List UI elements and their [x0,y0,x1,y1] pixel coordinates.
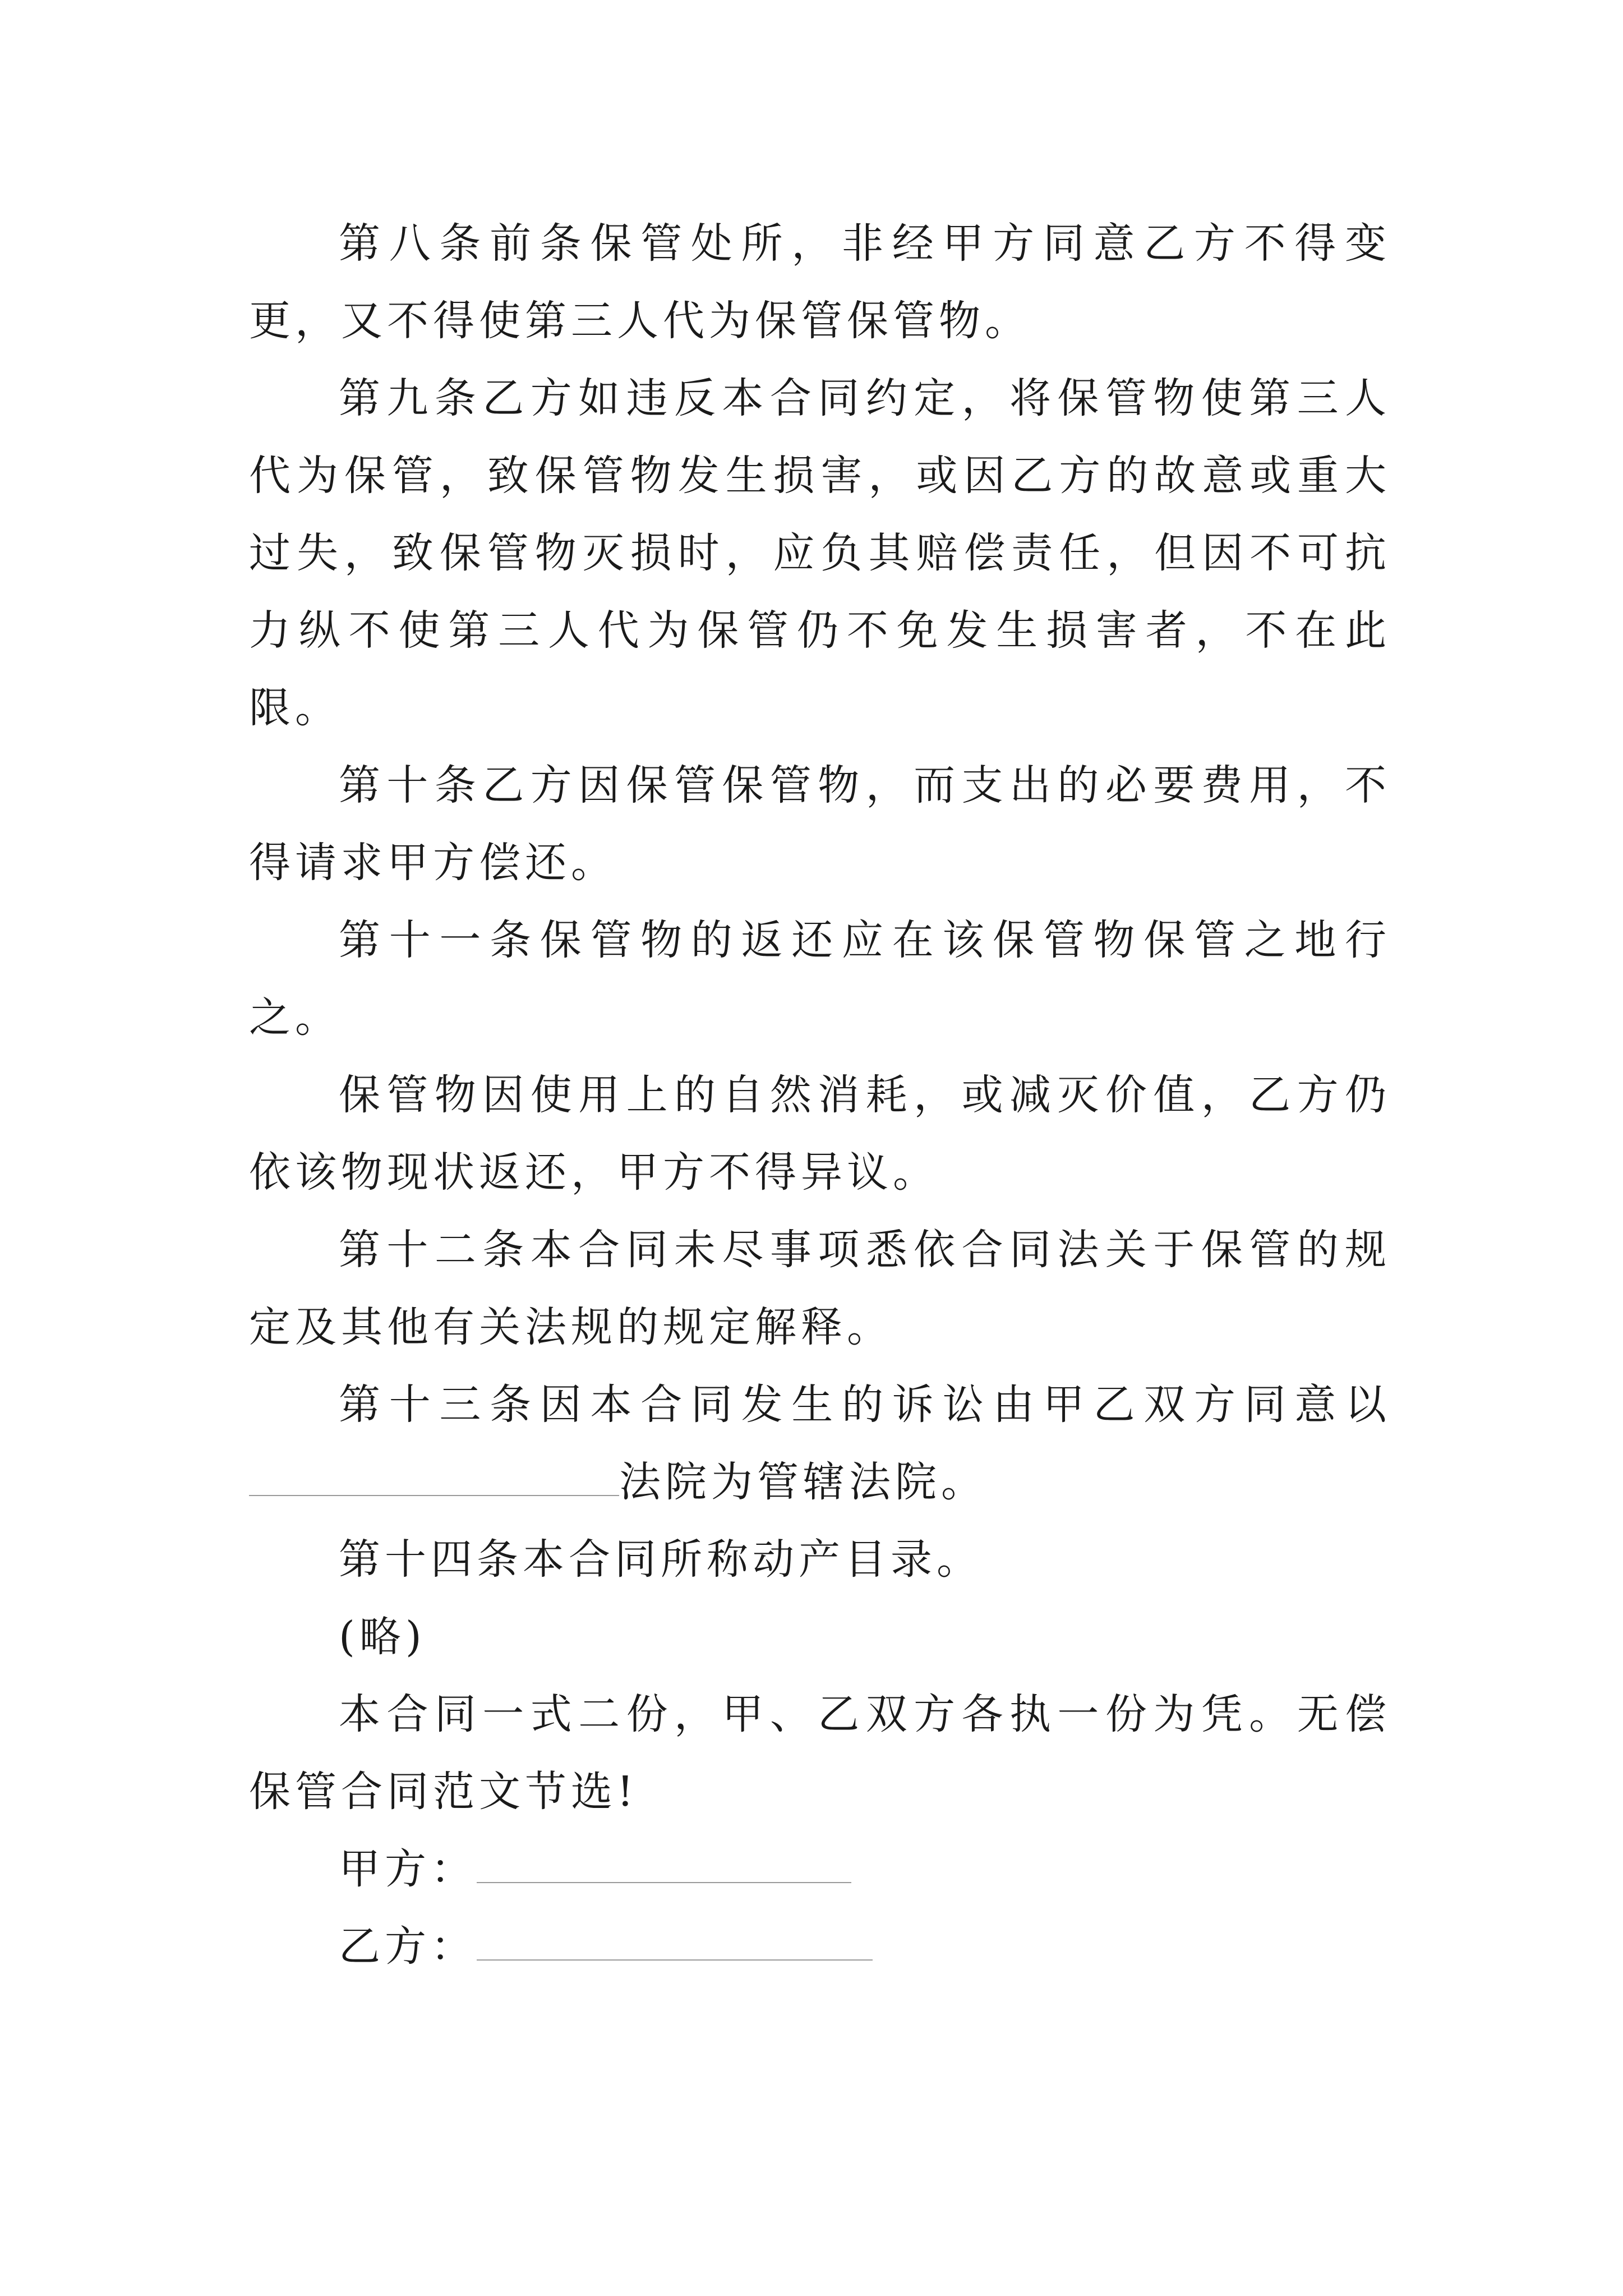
article-9: 第九条乙方如违反本合同约定，将保管物使第三人代为保管，致保管物发生损害，或因乙方的故意或重大过失，致保管物灭损时，应负其赔偿责任，但因不可抗力纵不使第三人代为保管仍不免发生损害者，不在此限。 [249,374,1391,732]
party-a-label: 甲方： [339,1845,477,1893]
party-a-signature [249,1830,1391,1908]
closing-statement: 本合同一式二份，甲、乙双方各执一份为凭。无偿保管合同范文节选! [249,1690,1391,1816]
article-11: 第十一条保管物的返还应在该保管物保管之地行之。 [249,916,1391,1042]
article-10: 第十条乙方因保管保管物，而支出的必要费用，不得请求甲方偿还。 [249,761,1391,887]
court-name-blank[interactable] [249,1450,619,1496]
party-b-signature [249,1908,1391,1985]
article-8: 第八条前条保管处所，非经甲方同意乙方不得变更，又不得使第三人代为保管保管物。 [249,219,1391,345]
article-13-line-1: 第十三条因本合同发生的诉讼由甲乙双方同意以 [339,1381,1391,1429]
article-12: 第十二条本合同未尽事项悉依合同法关于保管的规定及其他有关法规的规定解释。 [249,1226,1391,1351]
document-body [249,205,1391,1985]
party-a-blank[interactable] [477,1837,851,1883]
omitted-note: (略) [339,1613,426,1661]
article-13-line-2-text: 法院为管辖法院。 [619,1458,987,1506]
article-11-clause: 保管物因使用上的自然消耗，或减灭价值，乙方仍依该物现状返还，甲方不得异议。 [249,1071,1391,1197]
article-14: 第十四条本合同所称动产目录。 [339,1535,983,1584]
party-b-blank[interactable] [477,1915,873,1961]
party-b-label: 乙方： [339,1922,477,1971]
article-13-line-2 [249,1443,1391,1521]
article-13 [249,1366,1391,1521]
